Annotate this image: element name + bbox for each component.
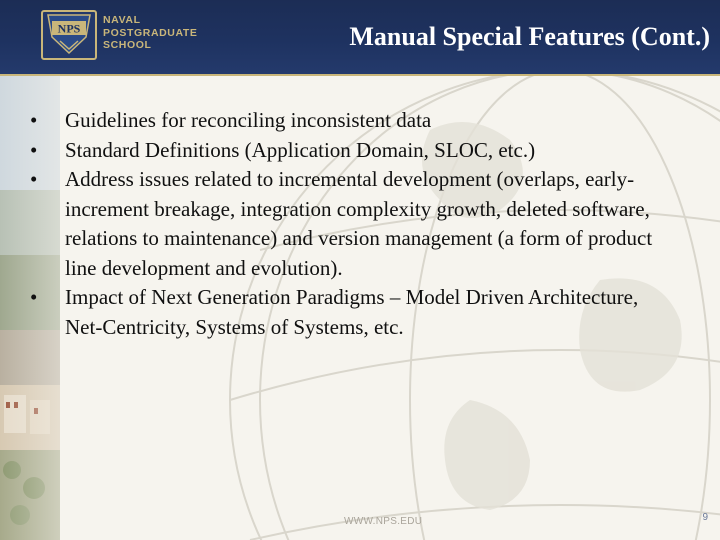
bullet-marker: •	[30, 167, 38, 191]
bullet-marker: •	[30, 137, 38, 162]
bullet-item	[30, 136, 670, 166]
bullet-marker: •	[30, 285, 38, 309]
bullet-text: Guidelines for reconciling inconsistent data	[65, 108, 432, 132]
bullet-item	[30, 283, 670, 342]
bullet-text: Standard Definitions (Application Domain, SLOC, etc.)	[65, 137, 536, 162]
bullet-item	[30, 106, 670, 136]
bullet-marker: •	[30, 108, 38, 132]
page-number: 9	[702, 512, 708, 523]
slide-title: Manual Special Features (Cont.)	[349, 22, 710, 51]
bullet-text: Address issues related to incremental development (overlaps, early-increment breakage, integration complexity growth, deleted software, relations to maintenance) and version management (a form of product line development and evolution).	[65, 167, 653, 280]
school-name-line: SCHOOL	[103, 39, 152, 51]
school-name	[103, 14, 198, 52]
footer-url: WWW.NPS.EDU	[344, 516, 423, 527]
header-divider	[0, 74, 720, 76]
bullet-list	[30, 106, 670, 342]
bullet-text: Impact of Next Generation Paradigms – Model Driven Architecture, Net-Centricity, Systems of Systems, etc.	[65, 285, 639, 339]
bullet-item	[30, 165, 670, 283]
logo-text: NPS	[57, 21, 81, 36]
nps-logo	[40, 9, 98, 61]
school-name-line: POSTGRADUATE	[103, 26, 198, 39]
school-name-line: NAVAL	[103, 14, 141, 26]
